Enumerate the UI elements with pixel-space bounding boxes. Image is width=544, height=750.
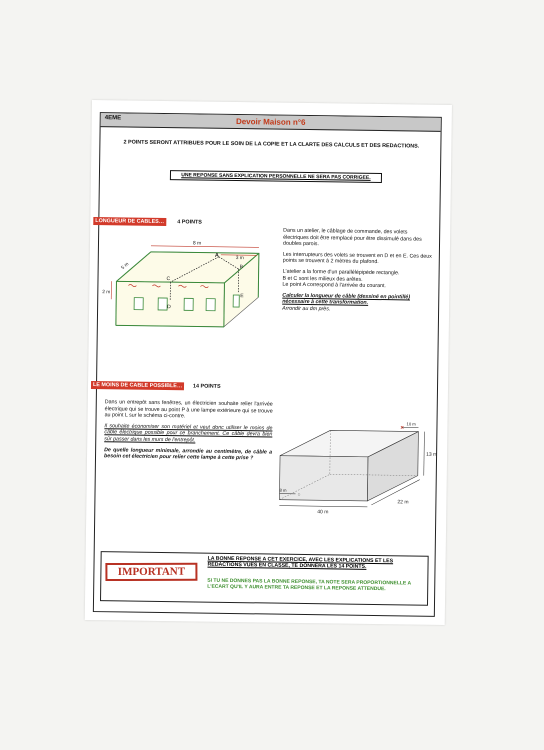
depth-label: 22 m [397,499,409,506]
exercise2-para2: Il souhaite économiser son matériel et veut donc utiliser le moins de câble électrique possible pour ce branchement. Ce câble devra bien sûr passer dans les murs de l'entrepôt. [104,422,273,444]
grade-label: 4EME [104,115,122,122]
exercise1-points: 4 POINTS [177,219,202,226]
important-box [100,551,429,606]
intro-text: 2 POINTS SERONT ATTRIBUES POUR LE SOIN DE LA COPIE ET LA CLARTE DES CALCULS ET DES REDACTIONS. [123,139,420,150]
exercise2-title: LE MOINS DE CABLE POSSIBLE… [91,381,184,390]
important-stamp: IMPORTANT [105,563,197,581]
point-c: C [166,276,171,283]
important-main-text: LA BONNE REPONSE A CET EXERCICE, AVEC LES EXPLICATIONS ET LES REDACTIONS VUES EN CLASSE, TE DONNERA LES 14 POINTS. [207,555,394,571]
exercise1-para4: B et C sont les milieux des arêtes. [282,275,363,283]
exercise2-question: De quelle longueur minimale, arrondie au centimètre, de câble a besoin cet électricien pour relier cette lampe à cette prise ? [103,446,273,462]
warehouse-figure [271,416,436,518]
worksheet-frame [93,112,442,617]
exercise1-title: LONGUEUR DE CABLES… [93,217,166,226]
length-label: 8 m [192,240,202,247]
segment-label: 3 m [235,256,244,262]
exercise2-text [104,399,273,466]
warning-box: UNE REPONSE SANS EXPLICATION PERSONNELLE NE SERA PAS CORRIGEE. [170,170,382,183]
lamp-marker: × [400,425,405,432]
exercise1-para3: L'atelier a la forme d'un parallélépipède rectangle. [282,268,400,277]
length-label: 40 m [317,509,329,516]
important-sub-text: SI TU NE DONNES PAS LA BONNE REPONSE, TA NOTE SERA PROPORTIONNELLE A L'ECART QU'IL Y AURA ENTRE TA REPONSE ET LA REPONSE ATTENDUE. [207,577,411,593]
worksheet-page [85,100,452,625]
point-e: E [240,293,244,300]
exercise1-para2: Les interrupteurs des volets se trouvent en D et en E. Ces deux points se trouvent à 2 mètres du plafond. [282,251,432,266]
exercise1-question: Calculer la longueur de câble (dessiné en pointillé) nécessaire à cette transformation. [282,292,411,307]
exercise1-para5: Le point A correspond à l'arrivée du courant. [282,281,386,290]
height-label: 2 m [102,290,111,296]
height-label: 13 m [426,451,438,458]
bottom-offset-label: 8 m [279,487,287,493]
page-title: Devoir Maison n°6 [235,117,306,127]
point-b: B [239,264,244,271]
exercise1-para1: Dans un atelier, le câblage de commande, des volets électriques doit être remplacé pour être dissimulé dans des doubles parois. [282,227,422,248]
exercise1-text [282,228,433,315]
workshop-figure [102,233,270,345]
exercise2-para1: Dans un entrepôt sans fenêtres, un électricien souhaite relier l'arrivée électrique qui se trouve au point P à une lampe extérieure qui se trouve au point L sur le schéma ci-contre. [104,399,273,420]
exercise1-rounding: Arrondir au dm près. [282,305,331,313]
point-a: A [214,252,219,259]
top-offset-label: 10 m [406,421,416,427]
prise-marker: ○ [297,491,301,498]
point-d: D [167,304,171,311]
header-bar [101,113,441,132]
exercise2-points: 14 POINTS [192,383,221,390]
width-label: 5 m [120,262,131,271]
